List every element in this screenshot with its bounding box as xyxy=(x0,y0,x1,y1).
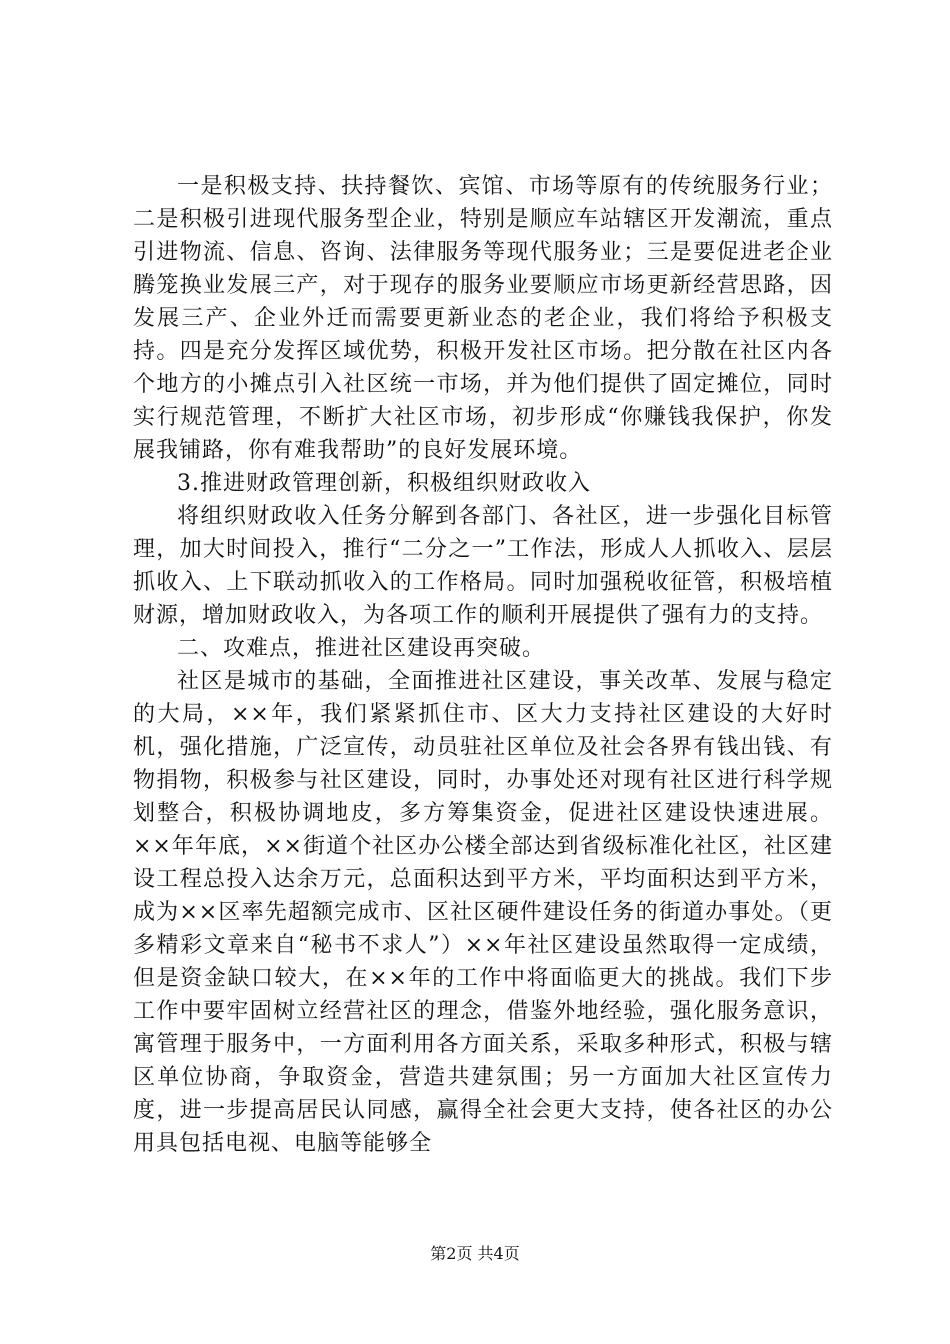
section-heading-community: 二、攻难点，推进社区建设再突破。 xyxy=(177,636,546,661)
paragraph-service-industry: 一是积极支持、扶持餐饮、宾馆、市场等原有的传统服务行业；二是积极引进现代服务型企业，特别是顺应车站辖区开发潮流，重点引进物流、信息、咨询、法律服务等现代服务业；三是要促进老企业腾笼换业发展三产，对于现存的服务业要顺应市场更新经营思路，因发展三产、企业外迁而需要更新业态的老企业，我们将给予积极支持。四是充分发挥区域优势，积极开发社区市场。把分散在社区内各个地方的小摊点引入社区统一市场，并为他们提供了固定摊位，同时实行规范管理，不断扩大社区市场，初步形成“你赚钱我保护，你发展我铺路，你有难我帮助”的良好发展环境。 xyxy=(133,174,833,463)
paragraph-community: 社区是城市的基础，全面推进社区建设，事关改革、发展与稳定的大局，××年，我们紧紧抓住市、区大力支持社区建设的大好时机，强化措施，广泛宣传，动员驻社区单位及社会各界有钱出钱、有物捐物，积极参与社区建设，同时，办事处还对现有社区进行科学规划整合，积极协调地皮，多方筹集资金，促进社区建设快速进展。××年年底，××街道个社区办公楼全部达到省级标准化社区，社区建设工程总投入达余万元，总面积达到平方米，平均面积达到平方米，成为××区率先超额完成市、区社区硬件建设任务的街道办事处。（更多精彩文章来自“秘书不求人”）××年社区建设虽然取得一定成绩，但是资金缺口较大，在××年的工作中将面临更大的挑战。我们下步工作中要牢固树立经营社区的理念，借鉴外地经验，强化服务意识，寓管理于服务中，一方面利用各方面关系，采取多种形式，积极与辖区单位协商，争取资金，营造共建氛围；另一方面加大社区宣传力度，进一步提高居民认同感，赢得全社会更大支持，使各社区的办公用具包括电视、电脑等能够全 xyxy=(133,669,833,1156)
section-heading-finance: 3.推进财政管理创新，积极组织财政收入 xyxy=(177,471,591,496)
paragraph-finance: 将组织财政收入任务分解到各部门、各社区，进一步强化目标管理，加大时间投入，推行“二分之一”工作法，形成人人抓收入、层层抓收入、上下联动抓收入的工作格局。同时加强税收征管，积极培植财源，增加财政收入，为各项工作的顺利开展提供了强有力的支持。 xyxy=(133,504,833,628)
page-number-footer: 第2页 共4页 xyxy=(430,1244,520,1263)
document-body xyxy=(133,170,833,1160)
